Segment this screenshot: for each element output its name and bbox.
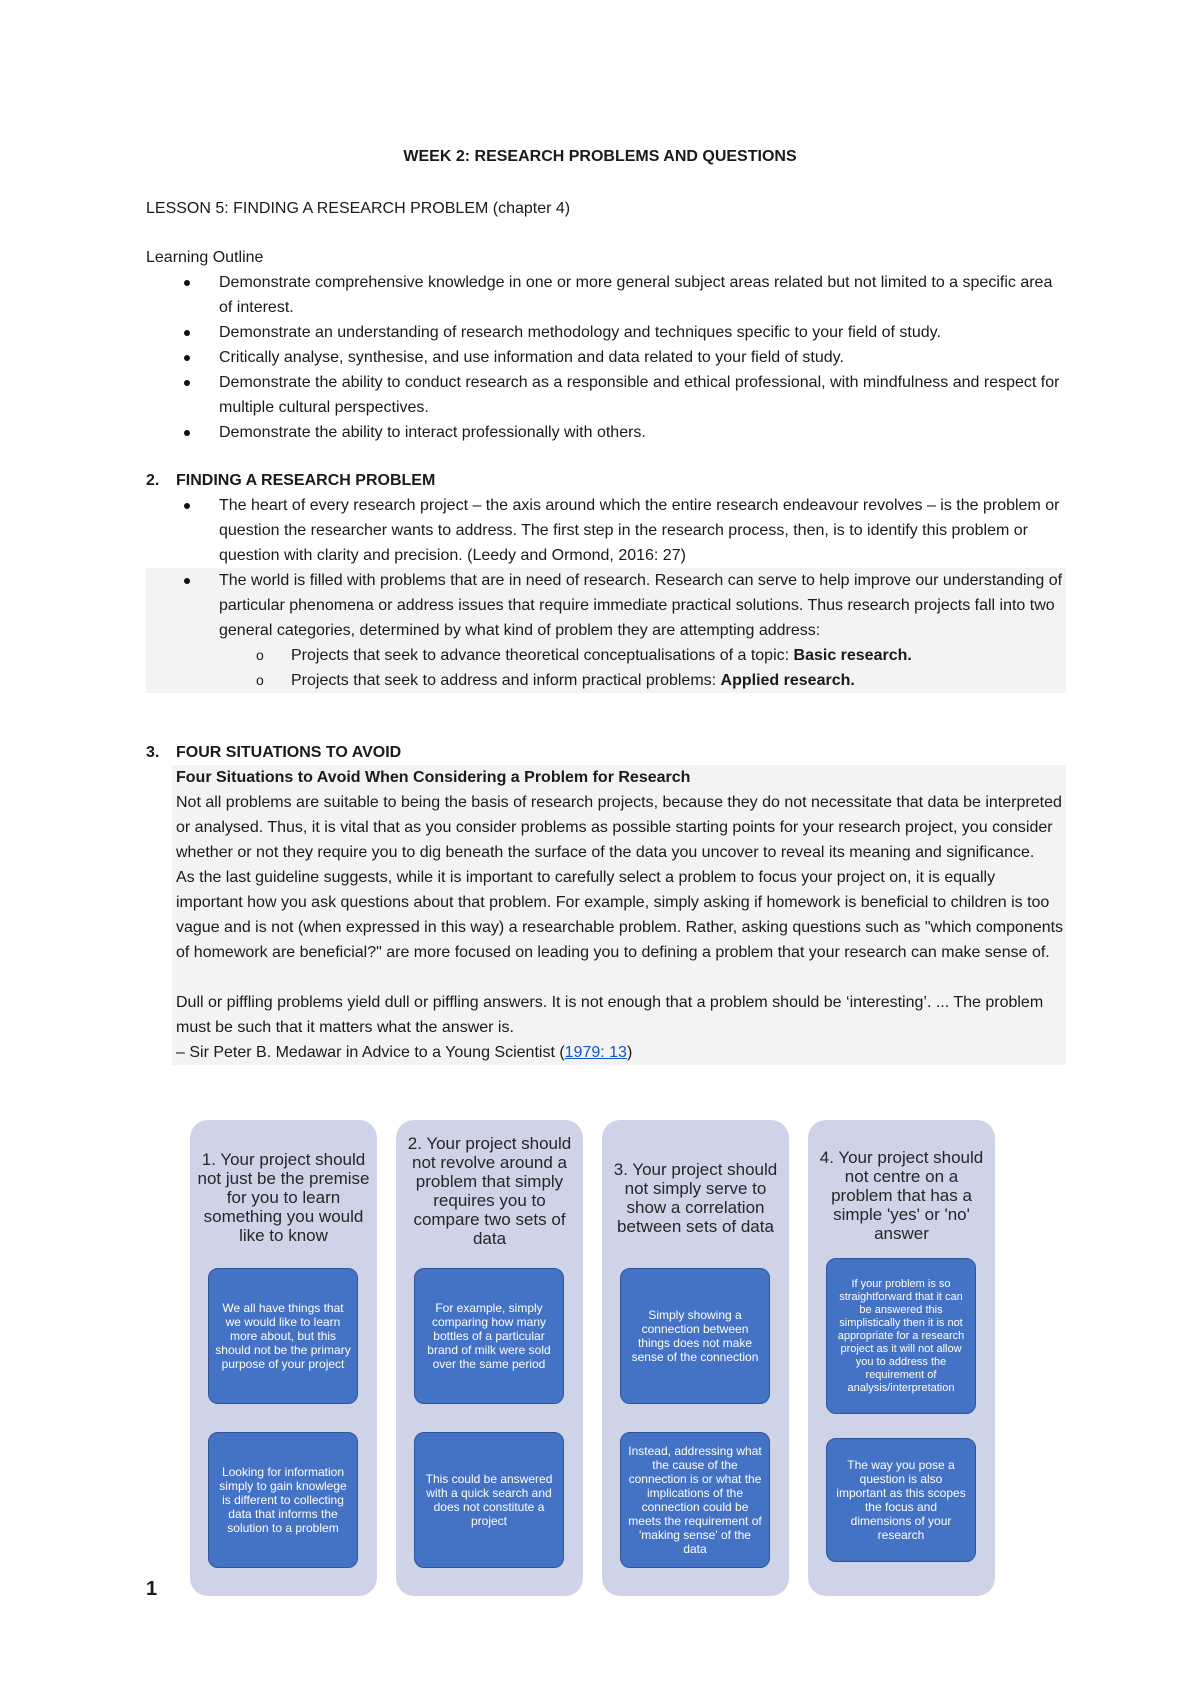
list-item: Demonstrate comprehensive knowledge in one or more general subject areas related but not limited to a specific area of interest. (146, 270, 1066, 320)
paragraph: As the last guideline suggests, while it is important to carefully select a problem to focus your project on, it is equally important how you ask questions about that problem. For example, simply asking if homework is beneficial to children is too vague and is not (when expressed in this way) a researchable problem. Rather, asking questions such as "which components of homework are beneficial?" are more focused on leading you to defining a problem that your research can make sense of. (176, 869, 1064, 961)
bullet-icon (184, 280, 190, 286)
quote-attribution: – Sir Peter B. Medawar in Advice to a Young Scientist (1979: 13) (176, 1044, 633, 1061)
diagram-column-2 (396, 1120, 583, 1596)
diagram-card: Looking for information simply to gain knowlege is different to collecting data that informs the solution to a problem (208, 1432, 358, 1568)
section-finding-research-problem (146, 468, 1066, 693)
quote: Dull or piffling problems yield dull or piffling answers. It is not enough that a problem should be ‘interesting’. ... The problem must be such that it matters what the answer is. (176, 994, 1044, 1036)
section-four-situations (146, 740, 1066, 1065)
bullet-icon (184, 503, 190, 509)
bullet-icon (184, 430, 190, 436)
paragraph: Not all problems are suitable to being the basis of research projects, because they do not necessitate that data be interpreted or analysed. Thus, it is vital that as you consider problems as possible starting points for your research project, you consider whether or not they require you to dig beneath the surface of the data you uncover to reveal its meaning and significance. (176, 794, 1062, 861)
bullet-icon (184, 330, 190, 336)
list-item: Demonstrate the ability to interact professionally with others. (146, 420, 1066, 445)
bullet-icon (184, 380, 190, 386)
diagram-column-heading: 1. Your project should not just be the premise for you to learn something you would like to know (197, 1150, 370, 1245)
list-item: The heart of every research project – the axis around which the entire research endeavour revolves – is the problem or question the researcher wants to address. The first step in the research process, then, is to identify this problem or question with clarity and precision. (Leedy and Ormond, 2016: 27) (146, 493, 1066, 568)
diagram-column-3 (602, 1120, 789, 1596)
diagram-card: We all have things that we would like to learn more about, but this should not be the primary purpose of your project (208, 1268, 358, 1404)
learning-outline-list (146, 270, 1066, 445)
diagram-card: Simply showing a connection between things does not make sense of the connection (620, 1268, 770, 1404)
section-heading: 3. FOUR SITUATIONS TO AVOID (146, 744, 402, 761)
list-item: The world is filled with problems that are in need of research. Research can serve to help improve our understanding of particular phenomena or address issues that require immediate practical solutions. Thus research projects fall into two general categories, determined by what kind of problem they are attempting address: (146, 568, 1066, 643)
list-item: o Projects that seek to address and inform practical problems: Applied research. (256, 672, 855, 689)
list-item: Critically analyse, synthesise, and use information and data related to your field of study. (146, 345, 1066, 370)
four-situations-diagram (190, 1120, 1000, 1600)
diagram-card: For example, simply comparing how many bottles of a particular brand of milk were sold over the same period (414, 1268, 564, 1404)
list-item: Demonstrate an understanding of research methodology and techniques specific to your field of study. (146, 320, 1066, 345)
citation-link[interactable]: 1979: 13 (564, 1044, 627, 1061)
page-number: 1 (146, 1578, 158, 1600)
bullet-icon (184, 578, 190, 584)
diagram-card: If your problem is so straightforward that it can be answered this simplistically then it is not appropriate for a research project as it will not allow you to address the requirement of analysis/interpretation (826, 1258, 976, 1414)
section-heading: 2. FINDING A RESEARCH PROBLEM (146, 472, 436, 489)
lesson-heading: LESSON 5: FINDING A RESEARCH PROBLEM (chapter 4) (146, 200, 571, 217)
page-title: WEEK 2: RESEARCH PROBLEMS AND QUESTIONS (403, 148, 797, 165)
section-subheading: Four Situations to Avoid When Considering a Problem for Research (176, 769, 691, 786)
diagram-column-heading: 3. Your project should not simply serve to show a correlation between sets of data (613, 1160, 778, 1236)
diagram-card: Instead, addressing what the cause of the connection is or what the implications of the connection could be meets the requirement of 'making sense' of the data (620, 1432, 770, 1568)
list-item: o Projects that seek to advance theoretical conceptualisations of a topic: Basic research. (256, 647, 912, 664)
research-categories-list (146, 643, 1066, 693)
bullet-icon (184, 355, 190, 361)
diagram-column-1 (190, 1120, 377, 1596)
diagram-column-4 (808, 1120, 995, 1596)
diagram-card: This could be answered with a quick search and does not constitute a project (414, 1432, 564, 1568)
diagram-column-heading: 4. Your project should not centre on a problem that has a simple 'yes' or 'no' answer (819, 1148, 984, 1243)
diagram-card: The way you pose a question is also important as this scopes the focus and dimensions of your research (826, 1438, 976, 1562)
list-item: Demonstrate the ability to conduct research as a responsible and ethical professional, with mindfulness and respect for multiple cultural perspectives. (146, 370, 1066, 420)
outline-label: Learning Outline (146, 249, 264, 266)
diagram-column-heading: 2. Your project should not revolve around a problem that simply requires you to compare two sets of data (407, 1134, 572, 1248)
